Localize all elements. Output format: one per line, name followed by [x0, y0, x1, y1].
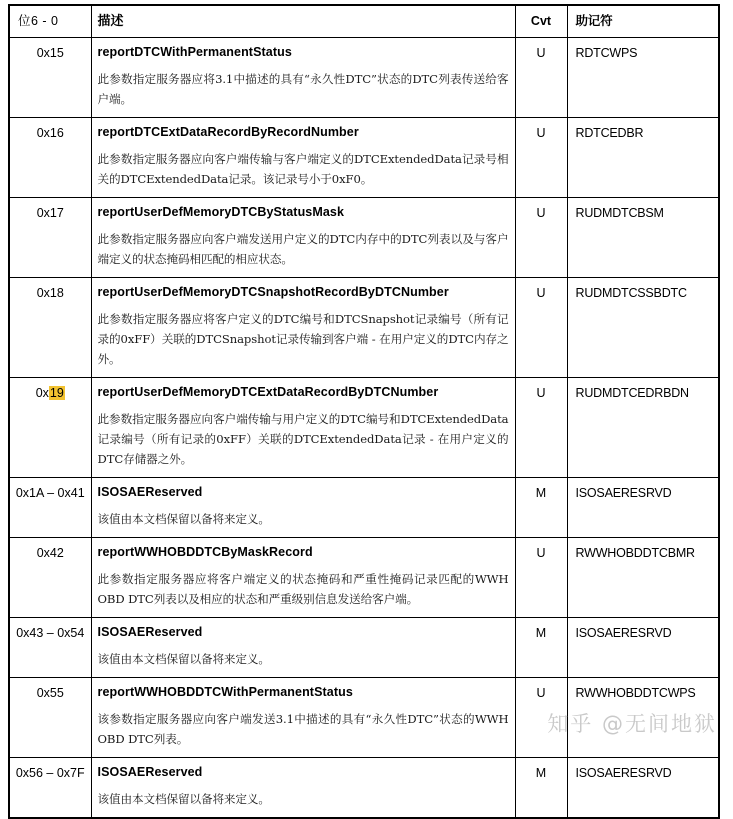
cell-cvt	[515, 678, 567, 758]
cell-bit-id	[9, 478, 91, 538]
bit-id-highlighted-code: 19	[49, 386, 64, 400]
bit-id-value: 0x1A – 0x41	[15, 486, 85, 500]
table-row	[9, 118, 719, 198]
cell-description	[91, 38, 515, 118]
mnemonic-value: ISOSAERESRVD	[575, 486, 672, 500]
cvt-value: U	[536, 546, 546, 560]
cell-cvt	[515, 198, 567, 278]
cell-cvt	[515, 378, 567, 478]
parameter-description: 此参数指定服务器应向客户端发送用户定义的DTC内存中的DTC列表以及与客户端定义的状态掩码相匹配的相应状态。	[97, 232, 509, 266]
parameter-name: reportDTCExtDataRecordByRecordNumber	[97, 125, 359, 139]
cell-mnemonic	[567, 118, 719, 198]
table-header-row	[9, 5, 719, 38]
description-content	[92, 758, 515, 817]
cvt-value: U	[536, 126, 546, 140]
description-content	[92, 278, 515, 377]
column-header-description-label: 描述	[97, 13, 124, 28]
bit-id-value: 0x42	[36, 546, 64, 560]
mnemonic-value: RUDMDTCSSBDTC	[575, 286, 687, 300]
bit-id-value: 0x18	[36, 286, 64, 300]
mnemonic-value: RDTCWPS	[575, 46, 638, 60]
table-body	[9, 38, 719, 819]
mnemonic-value: RDTCEDBR	[575, 126, 644, 140]
dtc-report-type-table	[8, 4, 720, 819]
cell-description	[91, 278, 515, 378]
cell-cvt	[515, 538, 567, 618]
cvt-value: U	[536, 46, 546, 60]
table-row	[9, 38, 719, 118]
parameter-description: 该值由本文档保留以备将来定义。	[97, 792, 270, 806]
column-header-cvt-label: Cvt	[530, 14, 552, 28]
table-row	[9, 678, 719, 758]
cell-description	[91, 538, 515, 618]
parameter-name: reportUserDefMemoryDTCByStatusMask	[97, 205, 345, 219]
mnemonic-value: ISOSAERESRVD	[575, 626, 672, 640]
parameter-name: ISOSAEReserved	[97, 765, 203, 779]
cell-description	[91, 478, 515, 538]
parameter-name: reportWWHOBDDTCByMaskRecord	[97, 545, 313, 559]
table-row	[9, 618, 719, 678]
column-header-cvt	[515, 5, 567, 38]
parameter-name: reportUserDefMemoryDTCExtDataRecordByDTCNumber	[97, 385, 439, 399]
cell-mnemonic	[567, 478, 719, 538]
table-row	[9, 478, 719, 538]
cvt-value: U	[536, 206, 546, 220]
bit-id-value: 0x56 – 0x7F	[15, 766, 85, 780]
bit-id-value: 0x55	[36, 686, 64, 700]
cvt-value: M	[535, 626, 547, 640]
cell-bit-id	[9, 618, 91, 678]
cell-bit-id	[9, 278, 91, 378]
cell-description	[91, 618, 515, 678]
cell-bit-id	[9, 118, 91, 198]
cell-description	[91, 378, 515, 478]
mnemonic-value: ISOSAERESRVD	[575, 766, 672, 780]
description-content	[92, 378, 515, 477]
parameter-name: ISOSAEReserved	[97, 625, 203, 639]
bit-id-value: 0x17	[36, 206, 64, 220]
cvt-value: M	[535, 486, 547, 500]
cell-cvt	[515, 118, 567, 198]
column-header-bit-label: 位6 - 0	[18, 14, 59, 28]
mnemonic-value: RWWHOBDDTCWPS	[575, 686, 696, 700]
bit-id-value: 0x43 – 0x54	[16, 626, 85, 640]
parameter-description: 此参数指定服务器应将3.1中描述的具有“永久性DTC”状态的DTC列表传送给客户端。	[97, 72, 509, 106]
parameter-name: ISOSAEReserved	[97, 485, 203, 499]
cell-description	[91, 118, 515, 198]
mnemonic-value: RWWHOBDDTCBMR	[575, 546, 695, 560]
description-content	[92, 678, 515, 757]
cell-mnemonic	[567, 678, 719, 758]
description-content	[92, 38, 515, 117]
cell-bit-id	[9, 758, 91, 819]
watermark: 知乎 @无间地狱	[547, 712, 717, 736]
cell-cvt	[515, 478, 567, 538]
parameter-description: 该值由本文档保留以备将来定义。	[97, 512, 270, 526]
description-content	[92, 618, 515, 677]
cell-mnemonic	[567, 198, 719, 278]
cell-cvt	[515, 758, 567, 819]
cell-cvt	[515, 38, 567, 118]
column-header-description	[91, 5, 515, 38]
table-row	[9, 758, 719, 819]
parameter-description: 该参数指定服务器应向客户端发送3.1中描述的具有“永久性DTC”状态的WWH OBD DTC列表。	[97, 712, 509, 746]
cell-bit-id	[9, 378, 91, 478]
mnemonic-value: RUDMDTCEDRBDN	[575, 386, 689, 400]
cvt-value: U	[536, 386, 546, 400]
description-content	[92, 118, 515, 197]
mnemonic-value: RUDMDTCBSM	[575, 206, 664, 220]
column-header-mnemonic-label: 助记符	[575, 14, 613, 28]
column-header-mnemonic	[567, 5, 719, 38]
parameter-description: 此参数指定服务器应将客户端定义的状态掩码和严重性掩码记录匹配的WWH OBD DTC列表以及相应的状态和严重级别信息发送给客户端。	[97, 572, 509, 606]
table-row	[9, 278, 719, 378]
cvt-value: M	[535, 766, 547, 780]
parameter-name: reportWWHOBDDTCWithPermanentStatus	[97, 685, 353, 699]
cell-mnemonic	[567, 538, 719, 618]
description-content	[92, 198, 515, 277]
cell-bit-id	[9, 678, 91, 758]
cell-description	[91, 758, 515, 819]
parameter-name: reportDTCWithPermanentStatus	[97, 45, 292, 59]
cell-mnemonic	[567, 378, 719, 478]
cell-description	[91, 198, 515, 278]
parameter-description: 该值由本文档保留以备将来定义。	[97, 652, 270, 666]
table-row	[9, 538, 719, 618]
table-row	[9, 198, 719, 278]
cell-description	[91, 678, 515, 758]
cell-mnemonic	[567, 758, 719, 819]
column-header-bit	[9, 5, 91, 38]
table-row	[9, 378, 719, 478]
cell-bit-id	[9, 38, 91, 118]
description-content	[92, 478, 515, 537]
parameter-description: 此参数指定服务器应向客户端传输与用户定义的DTC编号和DTCExtendedData记录编号（所有记录的0xFF）关联的DTCExtendedData记录 - 在用户定义的DTC存储器之外。	[97, 412, 509, 466]
bit-id-value: 0x15	[36, 46, 64, 60]
bit-id-value: 0x16	[36, 126, 64, 140]
parameter-description: 此参数指定服务器应向客户端传输与客户端定义的DTCExtendedData记录号相关的DTCExtendedData记录。该记录号小于0xF0。	[97, 152, 509, 186]
cell-cvt	[515, 278, 567, 378]
bit-id-value	[10, 378, 91, 408]
cell-mnemonic	[567, 278, 719, 378]
parameter-name: reportUserDefMemoryDTCSnapshotRecordByDTCNumber	[97, 285, 449, 299]
bit-id-prefix: 0x	[35, 386, 49, 400]
parameter-description: 此参数指定服务器应将客户定义的DTC编号和DTCSnapshot记录编号（所有记录的0xFF）关联的DTCSnapshot记录传输到客户端 - 在用户定义的DTC内存之外。	[97, 312, 509, 366]
description-content	[92, 538, 515, 617]
cell-cvt	[515, 618, 567, 678]
cvt-value: U	[536, 286, 546, 300]
cell-mnemonic	[567, 618, 719, 678]
cell-bit-id	[9, 198, 91, 278]
cell-bit-id	[9, 538, 91, 618]
cvt-value: U	[536, 686, 546, 700]
cell-mnemonic	[567, 38, 719, 118]
